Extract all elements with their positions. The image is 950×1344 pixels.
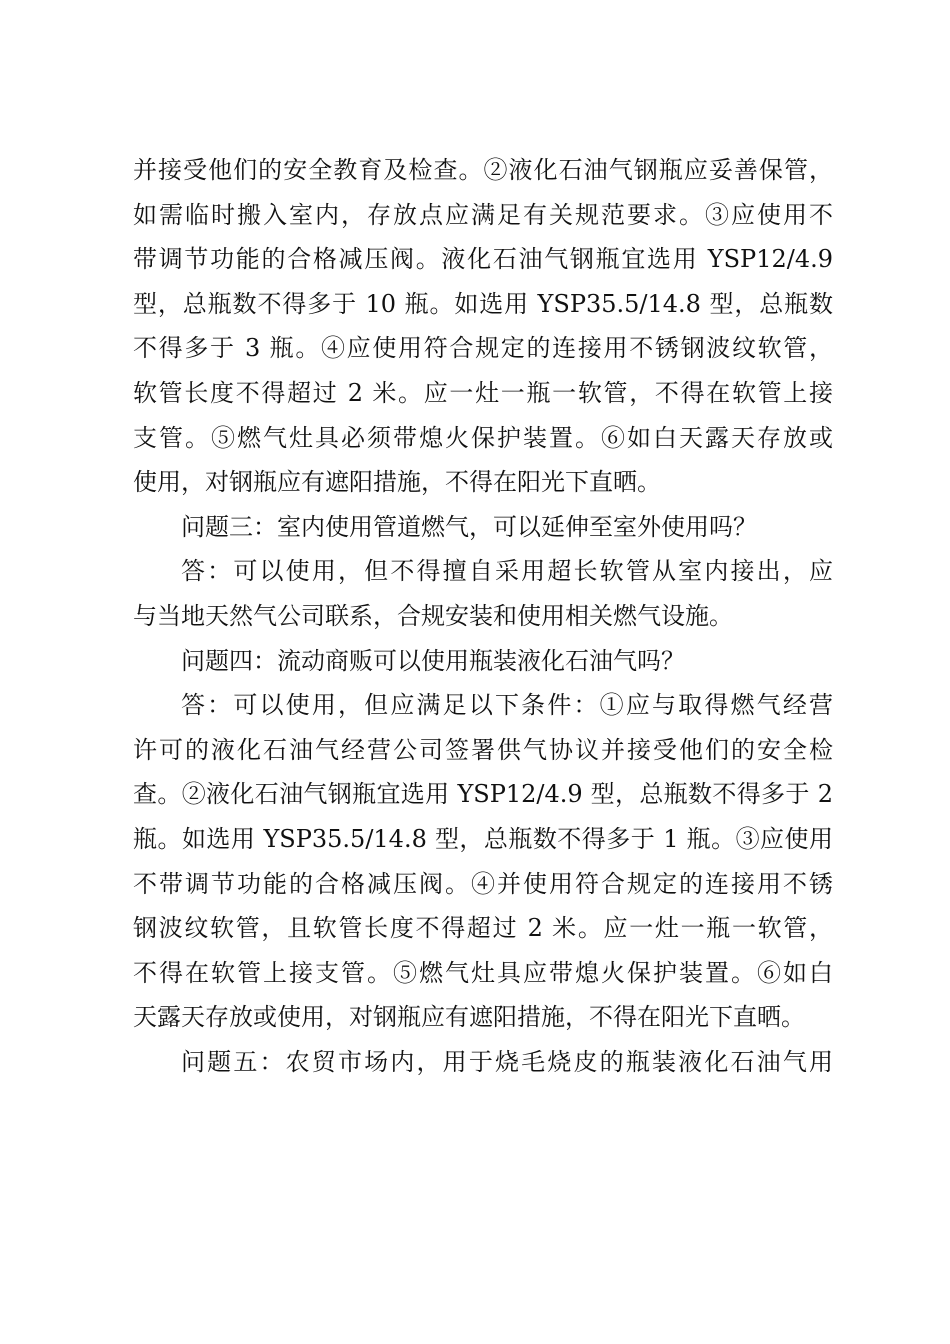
- text-line: 许可的液化石油气经营公司签署供气协议并接受他们的安全检: [133, 735, 833, 764]
- answer-three: [133, 549, 833, 638]
- text-line: 型，总瓶数不得多于 10 瓶。如选用 YSP35.5/14.8 型，总瓶数: [133, 289, 833, 318]
- text-line: 不带调节功能的合格减压阀。④并使用符合规定的连接用不锈: [133, 869, 833, 898]
- text-line: 问题四：流动商贩可以使用瓶装液化石油气吗？: [181, 646, 685, 675]
- text-line: 答：可以使用，但不得擅自采用超长软管从室内接出，应: [181, 557, 833, 586]
- text-line: 如需临时搬入室内，存放点应满足有关规范要求。③应使用不: [133, 200, 833, 229]
- text-line: 带调节功能的合格减压阀。液化石油气钢瓶宜选用 YSP12/4.9: [133, 245, 833, 274]
- text-line: 不得在软管上接支管。⑤燃气灶具应带熄火保护装置。⑥如白: [133, 958, 833, 987]
- text-line: 问题五：农贸市场内，用于烧毛烧皮的瓶装液化石油气用: [181, 1047, 833, 1076]
- text-line: 天露天存放或使用，对钢瓶应有遮阳措施，不得在阳光下直晒。: [133, 1003, 805, 1032]
- text-line: 查。②液化石油气钢瓶宜选用 YSP12/4.9 型，总瓶数不得多于 2: [133, 780, 833, 809]
- answer-four: [133, 683, 833, 1040]
- text-line: 与当地天然气公司联系，合规安装和使用相关燃气设施。: [133, 601, 733, 630]
- text-line: 使用，对钢瓶应有遮阳措施，不得在阳光下直晒。: [133, 468, 661, 497]
- text-line: 瓶。如选用 YSP35.5/14.8 型，总瓶数不得多于 1 瓶。③应使用: [133, 824, 833, 853]
- text-line: 问题三：室内使用管道燃气，可以延伸至室外使用吗？: [181, 512, 757, 541]
- text-line: 不得多于 3 瓶。④应使用符合规定的连接用不锈钢波纹软管，: [133, 334, 833, 363]
- text-line: 软管长度不得超过 2 米。应一灶一瓶一软管，不得在软管上接: [133, 378, 833, 407]
- text-line: 答：可以使用，但应满足以下条件：①应与取得燃气经营: [181, 691, 833, 720]
- text-line: 支管。⑤燃气灶具必须带熄火保护装置。⑥如白天露天存放或: [133, 423, 833, 452]
- text-line: 钢波纹软管，且软管长度不得超过 2 米。应一灶一瓶一软管，: [133, 914, 833, 943]
- paragraph-lpg-cylinder-rules: [133, 148, 833, 505]
- document-page: [133, 148, 833, 1084]
- question-four: [133, 639, 833, 684]
- question-five: [133, 1040, 833, 1085]
- text-line: 并接受他们的安全教育及检查。②液化石油气钢瓶应妥善保管，: [133, 156, 833, 184]
- question-three: [133, 505, 833, 550]
